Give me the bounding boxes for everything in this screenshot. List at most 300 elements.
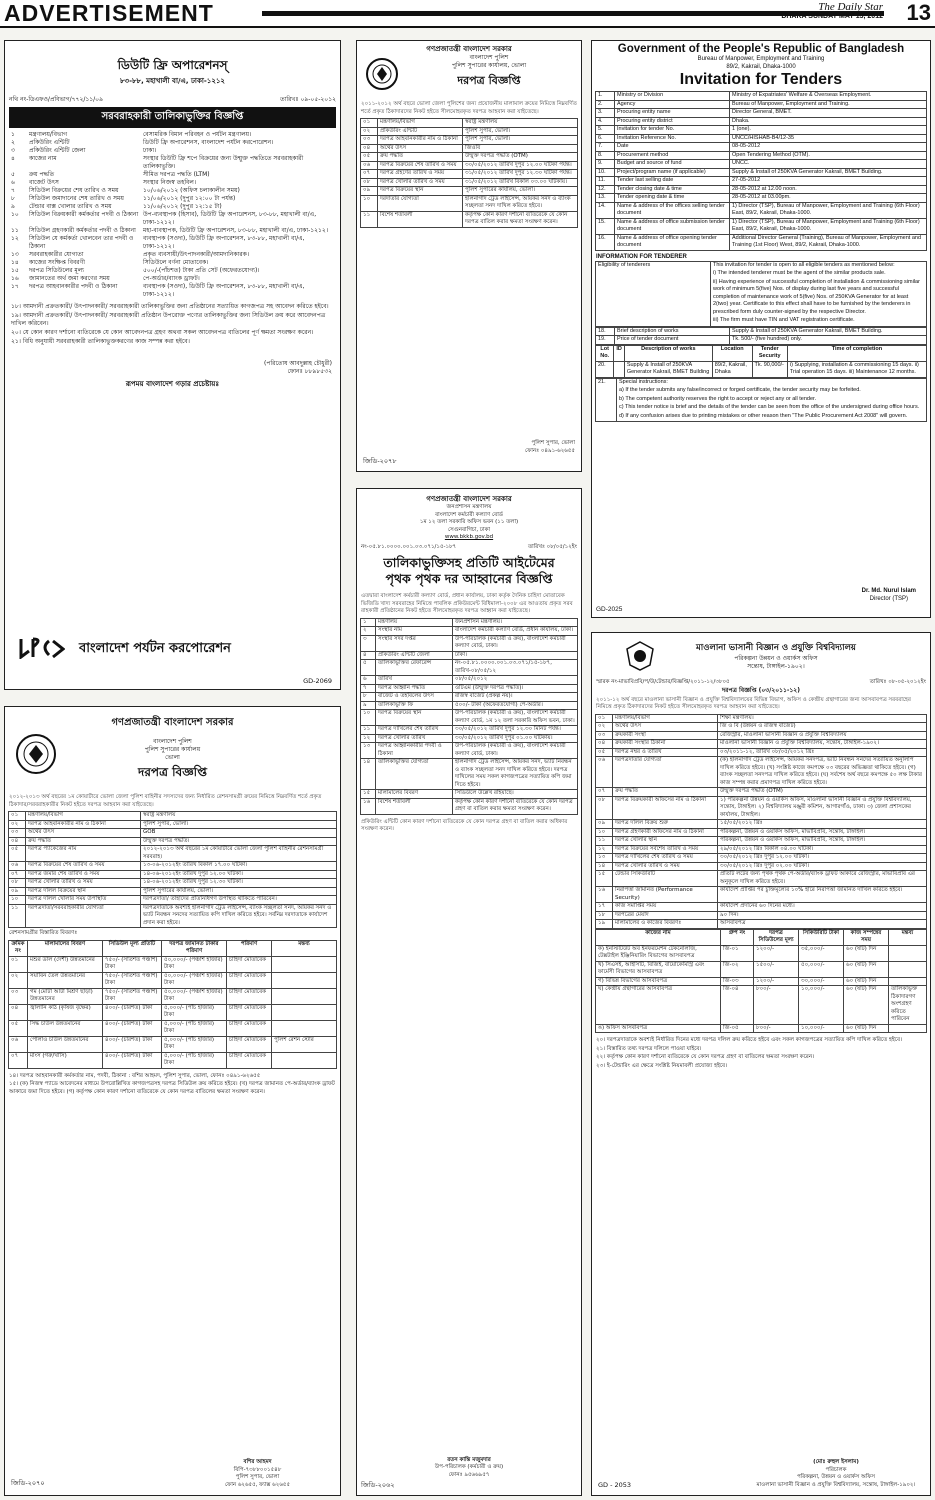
- row-number: ০৫: [9, 1020, 28, 1036]
- row-label: দরপত্র আহবানকারীর নাম ও ঠিকানা: [26, 820, 141, 829]
- row-value: পুলিশ সুপার, ভোলা।: [141, 820, 337, 829]
- table-row: [596, 327, 927, 336]
- dept-name: বাংলাদেশ পুলিশ: [153, 738, 192, 745]
- row-number: ০১: [9, 956, 28, 972]
- row-value: ৫,০০০/- (পাঁচ হাজার) টাকা: [162, 1004, 227, 1020]
- row-number: ৫: [11, 171, 15, 178]
- row-label: সিডিউল জমাদানের শেষ তারিখ ও সময়: [29, 195, 124, 202]
- list-title: রেশনসামগ্রীর বিস্তারিত বিবরণঃ: [9, 930, 78, 936]
- row-value: হালনাগাদ ট্রেড লাইসেন্স, আয়কর সনদ ও ব্যাংক সচ্ছলতা সনদ দাখিল করিতে হইবে।: [463, 195, 578, 211]
- table-row: [9, 870, 337, 879]
- ad-duty-free: [4, 40, 341, 690]
- row-number: ১৬: [361, 798, 376, 814]
- table-row: [9, 820, 337, 829]
- row-number: 14.: [596, 202, 615, 218]
- table-row: [596, 903, 927, 912]
- row-label: দরপত্র বিক্রয়ের শেষ তারিখ ও সময়: [26, 862, 141, 871]
- row-number: ১৪: [11, 259, 19, 266]
- table-row: [596, 151, 927, 160]
- row-value: দরপত্রদাতা/ তাহাদের প্রতিনিধিগণ উপস্থিত থাকিতে পারিবেন।: [141, 896, 337, 905]
- row-label: সিডিউল বিক্রয়কারী কর্মকর্তার পদবী ও ঠিকানা: [29, 211, 139, 218]
- table-row: [361, 635, 578, 651]
- row-value: 08-05-2012: [730, 143, 927, 152]
- row-number: 15.: [596, 218, 615, 234]
- row-number: 5.: [596, 126, 615, 135]
- row-label: তালিকাভুক্তি ফি: [376, 701, 453, 710]
- row-value: পুলিশ সুপার, ভোলা।: [463, 127, 578, 136]
- row-number: ০৯: [361, 187, 378, 196]
- row-label: দরপত্র খোলার তারিখ: [376, 734, 453, 743]
- row-value: ৫০০/- টাকা (অফেরতযোগ্য) পে-অর্ডার।: [453, 701, 578, 710]
- table-row: [596, 714, 927, 723]
- table-row: [361, 734, 578, 743]
- row-number: ০৩: [596, 731, 613, 740]
- table-row: [596, 92, 927, 101]
- row-value: সিডিউলে উল্লেখ রহিয়াছে।: [453, 790, 578, 799]
- row-number: ২: [11, 139, 15, 146]
- note-item: ১৫। (ক) নিজস্ব প্যাডে আবেদনের মাধ্যমে উপরোল্লিখিত কাগজপত্রসহ দরপত্র সিডিউল ক্রয় করিতে হইবে। (খ) দরপত্র জামানত পে-অর্ডার/ব্যাংক ড্রাফট আকারে জমা দিতে হইবে। (গ) কর্তৃপক্ষ কোন কারণ দর্শানো ব্যতিরেকে যে কোন দরপত্র বাতিলের ক্ষমতা সংরক্ষণ করেন।: [9, 1081, 335, 1095]
- row-value: উপ-পরিচালক (কর্মচারী ও ক্রয়), বাংলাদেশ কর্মচারী কল্যাণ বোর্ড, ঢাকা।: [453, 635, 578, 651]
- table-row: [596, 845, 927, 854]
- row-number: 18.: [596, 327, 615, 336]
- office-name: পুলিশ সুপারের কার্যালয়, ভোলা: [451, 62, 527, 69]
- row-number: ০৫: [596, 748, 613, 757]
- row-number: 10.: [596, 168, 615, 177]
- row-label: সিডিউল বিক্রয়ের শেষ তারিখ ও সময়: [29, 187, 119, 194]
- row-label: তালিকাভুক্তির রেফারেন্স: [376, 660, 453, 676]
- row-label: Name & address of office submission tender document: [615, 218, 730, 234]
- row-value: ০৮/০৫/২০১২: [453, 676, 578, 685]
- row-value: ১০,০০০/-: [799, 1024, 844, 1033]
- board-name: বাংলাদেশ কর্মচারী কল্যাণ বোর্ড: [435, 511, 503, 518]
- signature-block: [525, 440, 575, 455]
- table-row: [361, 144, 578, 153]
- table-row: [361, 136, 578, 145]
- row-number: ০৩: [9, 988, 28, 1004]
- table-row: [596, 748, 927, 757]
- ref-line: [9, 96, 336, 104]
- notice-table: [360, 618, 578, 815]
- row-label: Date: [615, 143, 730, 152]
- row-number: ১১: [11, 227, 19, 234]
- table-row: [9, 227, 338, 235]
- row-label: জি-০২: [721, 961, 754, 977]
- row-number: ১৫: [596, 871, 613, 887]
- row-label: দরপত্র আহবানকারীর পদবী ও ঠিকানা: [29, 283, 118, 290]
- table-row: [596, 920, 927, 929]
- row-label: সয়াবিন তৈল উন্নতমানের: [28, 972, 103, 988]
- row-number: ৪: [361, 651, 376, 660]
- signer-phone: ফোনঃ ৮৮৯৮৫৩২: [287, 368, 332, 375]
- table-row: [9, 131, 338, 139]
- row-value: ৬০ (ষাট) দিন: [844, 961, 889, 977]
- row-value: ৫,০০০/- (পাঁচ হাজার) টাকা: [162, 1036, 227, 1052]
- row-label: দরপত্র খোলার তারিখ ও সময়: [26, 879, 141, 888]
- table-row: [596, 757, 927, 788]
- row-value: ৩৫,০০০/-: [799, 945, 844, 961]
- table-row: [596, 117, 927, 126]
- row-value: 28-05-2012 at 03.00pm.: [730, 194, 927, 203]
- column-header: Tender Security: [752, 345, 787, 361]
- slogan: রূপময় বাংলাদেশ গড়ার প্রচেষ্টায়ঃ: [125, 380, 220, 388]
- row-number: ২: [361, 627, 376, 636]
- table-row: [596, 986, 927, 1025]
- row-value: পরিকল্পনা, উন্নয়ন ও ওয়ার্কস অফিস, মাভাবিপ্রবি, সন্তোষ, টাঙ্গাইল।: [718, 837, 927, 846]
- row-value: নং-০৫.৮১.০০০০.০০১.০৩.০৭১/১৫-১৮৭, তারিখ-০৮/০৫/১২: [453, 660, 578, 676]
- table-row: [361, 759, 578, 790]
- eligibility-item: iii) The firm must have TIN and VAT registration certificate.: [713, 317, 855, 323]
- row-value: তালিকাভুক্ত ঠিকাদারগণ অংশগ্রহণ করিতে পারিবেন: [889, 986, 927, 1025]
- row-number: ০৫: [9, 846, 26, 862]
- row-number: ১৯: [596, 920, 613, 929]
- ad-police-tender-bottom: [4, 706, 341, 1496]
- row-value: Supply & Install of 250KVA Generator Kakrail, BMET Building.: [730, 168, 927, 177]
- row-label: কাজ সমাপ্তির সময়: [613, 903, 718, 912]
- ad-police-tender-top: [356, 40, 582, 472]
- table-row: [596, 796, 927, 820]
- row-label: সিডিউল যে কর্মকর্তা খোলবেন তার পদবী ও ঠিকানা: [29, 235, 134, 250]
- eligibility-table: [595, 261, 927, 327]
- row-value: পুলিশ সুপার, ভোলা।: [463, 136, 578, 145]
- notice-table: [595, 714, 927, 929]
- table-row: [596, 168, 927, 177]
- row-label: মন্ত্রণালয়/বিভাগ: [29, 131, 68, 138]
- headline-line-1: তালিকাভুক্তিসহ প্রতিটি আইটেমের: [383, 555, 555, 570]
- table-row: [9, 171, 338, 179]
- row-number: ৩: [11, 147, 15, 154]
- row-number: ০৪: [361, 144, 378, 153]
- row-label: Name & address of office opening tender document: [615, 234, 730, 250]
- row-number: ৩: [361, 635, 376, 651]
- police-emblem: [15, 733, 57, 775]
- table-row: [596, 194, 927, 203]
- table-row: [9, 837, 337, 846]
- table-row: [596, 828, 927, 837]
- table-row: [596, 234, 927, 250]
- row-label: গম (মোটা আটা মিশ্রণ ছাড়া) উন্নতমানের: [28, 988, 103, 1004]
- board-city: সেগুনবাগিচা, ঢাকা: [447, 526, 491, 533]
- row-number: ০৬: [596, 757, 613, 788]
- ref-number: নং-০৫.৮১.০০০০.০০১.০৩.০৭১/১৫-১৮৭: [361, 543, 457, 550]
- row-value: ৮০০/-: [754, 1024, 799, 1033]
- row-label: কাজের সংক্ষিপ্ত বিবরণী: [29, 259, 85, 266]
- row-value: [272, 956, 337, 972]
- row-number: ০১: [361, 119, 378, 128]
- row-number: ৯: [361, 701, 376, 710]
- ministry-name: জনপ্রশাসন মন্ত্রণালয়: [446, 504, 492, 510]
- row-value: ১৪-০৬-২০১২ইং তারিখ দুপুর ১২.৩০ ঘটিকা।: [141, 879, 337, 888]
- row-number: 19.: [596, 336, 615, 345]
- bureau-address: 89/2, Kakrail, Dhaka-1000: [726, 64, 796, 70]
- row-value: ডিউটি ফ্রি অপারেশনস, বাংলাদেশ পর্যটন করপোরেশন।: [143, 139, 274, 146]
- lot-cell: 20.: [596, 361, 614, 377]
- row-value: উপ-ব্যবস্থাপক (হিসাব), ডিউটি ফ্রি অপারেশনস, ৮৩-৮৮, মহাখালী বা/এ, ঢাকা-১২১২।: [143, 211, 317, 226]
- row-value: ১১/০৬/২০১২ (দুপুর ১২:১৫ টা): [143, 203, 222, 210]
- row-label: মালামালের ও কাজের বিবরণঃ: [613, 920, 718, 929]
- row-label: মন্ত্রণালয়/বিভাগ: [613, 714, 718, 723]
- row-value: কর্তৃপক্ষ কোন কারণ দর্শানো ব্যতিরেকে যে কোন দরপত্র গ্রহণ বা বাতিল করার ক্ষমতা সংরক্ষণ করেন।: [453, 798, 578, 814]
- table-row: [9, 235, 338, 251]
- row-value: [889, 945, 927, 961]
- row-label: জ্বালানি কাঠ (কৃষিজ বৃক্ষের): [28, 1004, 103, 1020]
- row-number: ৭: [11, 187, 15, 194]
- row-number: ঘ) কেন্দ্রীয় গ্রন্থাগারের আসবাবপত্র: [596, 986, 721, 1025]
- eligibility-item: This invitation for tender is open to all eligible tenders as mentioned below:: [713, 261, 895, 268]
- row-label: দরপত্র নম্বর ও তারিখ: [613, 748, 718, 757]
- table-row: [9, 988, 337, 1004]
- row-number: 6.: [596, 134, 615, 143]
- row-label: দরপত্র বিক্রয়ের শেষ তারিখ ও সময়: [378, 161, 463, 170]
- row-label: Tender closing date & time: [615, 185, 730, 194]
- newspaper-name: The Daily Star: [818, 1, 883, 13]
- row-number: ৬: [11, 179, 15, 186]
- table-row: [361, 211, 578, 227]
- table-row: [596, 109, 927, 118]
- row-value: ৪০০/- (চারশত) টাকা: [103, 1036, 162, 1052]
- row-number: ১২: [596, 845, 613, 854]
- table-row: [596, 961, 927, 977]
- table-row: [361, 798, 578, 814]
- university-city: সন্তোষ, টাঙ্গাইল-১৯০২।: [747, 663, 805, 670]
- row-label: মাংস (গরু/খাসি): [28, 1052, 103, 1068]
- lot-table: [595, 929, 927, 1034]
- note-item: ১৪। দরপত্র আহবানকারী কর্মকর্তার নাম, পদবী, ঠিকানা : বশির আহমদ, পুলিশ সুপার, ভোলা, ফোনঃ ০৪৯১-৬২৬৫৫: [9, 1072, 261, 1079]
- row-label: সিডিউল গ্রহণকারী কর্মকর্তার পদবী ও ঠিকানা: [29, 227, 136, 234]
- row-value: ৭৫০/- (সাতশত পঞ্চাশ) টাকা: [103, 988, 162, 1004]
- row-number: 2.: [596, 100, 615, 109]
- row-label: প্রকিউরিং এন্টিটি জেলা: [376, 651, 453, 660]
- row-value: ২০১২-২০১৩ অর্থ বছরের ১ম কোয়ার্টারে ভোলা জেলা পুলিশ বাহিনীর রেশনসামগ্রী সরবরাহ।: [141, 846, 337, 862]
- eligibility-item: i) The intended tenderer must be the agent of the similar products sale.: [713, 270, 886, 276]
- row-value: পুলিশ সুপারের কার্যালয়, ভোলা।: [463, 187, 578, 196]
- masthead: [0, 0, 935, 28]
- notice-notes: [9, 1073, 336, 1097]
- row-value: উপ-পরিচালক (কর্মচারী ও ক্রয়), বাংলাদেশ কর্মচারী কল্যাণ বোর্ড, ঢাকা।: [453, 743, 578, 759]
- row-label: দরপত্র দাখিলের শেষ তারিখ ও সময়: [613, 854, 718, 863]
- row-number: ১৫: [361, 790, 376, 799]
- special-instructions: [617, 378, 927, 422]
- gov-name: গণপ্রজাতন্ত্রী বাংলাদেশ সরকার: [426, 45, 512, 53]
- row-number: ০৬: [361, 161, 378, 170]
- signature-block: [175, 1459, 340, 1489]
- row-label: জি-০৩: [721, 977, 754, 986]
- row-number: ৭: [361, 684, 376, 693]
- row-label: দরপত্র বিক্রয়ের স্থান: [376, 710, 453, 726]
- row-value: দরপত্রদাতাকে অবশ্যই হালনাগাদ ট্রেড লাইসেন্স, ব্যাংক সচ্ছলতা সনদ, আয়কর সনদ ও ভ্যাট নিবন্ধন সনদের সত্যায়িত কপি দাখিল করিতে হইবে। সর্বনিম্ন দরদাতাকে কার্যাদেশ প্রদান করা হইবে।: [141, 904, 337, 928]
- row-value: প্রতিটি লটের জন্য পৃথক পৃথক পে-অর্ডার/ব্যাংক ড্রাফট আকারে রেজিস্ট্রার, মাভাবিপ্রবি এর অনুকূলে দাখিল করিতে হইবে।: [718, 871, 927, 887]
- column-header: পরিমাণ: [227, 940, 272, 956]
- row-value: হালনাগাদ ট্রেড লাইসেন্স, আয়কর সনদ, ভ্যাট নিবন্ধন ও ব্যাংক সচ্ছলতা সনদ দাখিল করিতে হইবে। দরপত্র দাখিলের সময় সকল কাগজপত্রের সত্যায়িত কপি জমা দিতে হইবে।: [453, 759, 578, 790]
- row-number: ১৩: [361, 743, 376, 759]
- row-value: ৫,০০০/- (পাঁচ হাজার) টাকা: [162, 1052, 227, 1068]
- notice-title: দরপত্র বিজ্ঞপ্তি (০৩/২০১১-১২): [722, 686, 800, 694]
- row-value: সংস্থার নিজস্ব তহবিল।: [143, 179, 197, 186]
- row-number: ৫: [361, 660, 376, 676]
- table-row: [596, 945, 927, 961]
- row-number: ০৭: [9, 870, 26, 879]
- row-label: দরপত্র দাখিলের শেষ তারিখ: [376, 726, 453, 735]
- row-value: ১৫/০৫/২০১২ খ্রিঃ: [718, 820, 927, 829]
- conditions-number: 21.: [596, 378, 617, 422]
- row-label: দরপত্র গ্রহণের তারিখ ও সময়: [378, 170, 463, 179]
- table-row: [9, 887, 337, 896]
- lot-table: [595, 345, 927, 378]
- row-value: চাহিদা মোতাবেক: [227, 956, 272, 972]
- row-number: ১৮: [596, 911, 613, 920]
- column-header: ID: [614, 345, 625, 361]
- row-label: ক্রয় পদ্ধতি: [29, 171, 55, 178]
- signer-designation: পরিচালক: [825, 1466, 847, 1473]
- table-row: [361, 676, 578, 685]
- row-value: রেজিস্ট্রার, মাওলানা ভাসানী বিজ্ঞান ও প্রযুক্তি বিশ্ববিদ্যালয়: [718, 731, 927, 740]
- note-item: ২০। যে কোন কারণ দর্শানো ব্যতিরেকে যে কোন আবেদনপত্র গ্রহণ অথবা সকল আবেদনপত্র বাতিলের পূর্ণ ক্ষমতা সংরক্ষণ করেন।: [11, 329, 314, 336]
- row-number: 8.: [596, 151, 615, 160]
- table-row: [596, 134, 927, 143]
- eligibility-text: [711, 261, 927, 326]
- instruction-item: Special instructions:: [619, 378, 668, 385]
- row-value: ৩০,০০০/-: [799, 977, 844, 986]
- table-row: [361, 119, 578, 128]
- board-address: ১ম ১২ তলা সরকারি অফিস ভবন (১১ তলা): [419, 519, 519, 525]
- note-item: ২০। দরপত্রদাতাকে অবশ্যই নির্ধারিত দিনের মধ্যে দরপত্র দলিল ক্রয় করিতে হইবে এবং সকল কাগজপত্রের সত্যায়িত কপি দাখিল করিতে হইবে।: [596, 1037, 903, 1043]
- lot-cell: Tk. 90,000/-: [752, 361, 787, 377]
- notice-title: দরপত্র বিজ্ঞপ্তি: [138, 765, 207, 779]
- row-number: ০৯: [9, 887, 26, 896]
- table-row: [596, 887, 927, 903]
- row-label: Tender last selling date: [615, 177, 730, 186]
- column-header: কাজ সম্পন্নের সময়: [844, 929, 889, 945]
- conditions-table: [595, 378, 927, 423]
- column-header: গ্রুপ নং: [721, 929, 754, 945]
- table-row: [9, 275, 338, 283]
- lot-cell: i) Supplying, installation & commissioning 15 days. ii) Trial operation 15 days. iii) Maintenance 12 months.: [787, 361, 926, 377]
- gd-number: জিডি-২০৭৮: [363, 457, 397, 465]
- row-label: ক্রয় পদ্ধতি: [613, 788, 718, 797]
- table-row: [9, 187, 338, 195]
- row-label: দরপত্র খোলার তারিখ ও সময়: [613, 862, 718, 871]
- ref-date: তারিখঃ ০৮/০৫/১২ইং: [528, 543, 577, 550]
- ad-address: ৮৩-৮৮, মহাখালী বা/এ, ঢাকা-১২১২: [120, 77, 225, 85]
- note-item: ২১। বিস্তারিত তথ্য দরপত্র দলিলে পাওয়া যাইবে।: [596, 1045, 702, 1052]
- row-number: ০৪: [596, 740, 613, 749]
- row-value: 1) Director (TSP), Bureau of Manpower, Employment and Training (6th Floor) East, 89/2, Kakrail, Dhaka-1000.: [730, 218, 927, 234]
- row-number: ৬: [361, 676, 376, 685]
- notice-banner: সরবরাহকারী তালিকাভুক্তির বিজ্ঞপ্তি: [9, 107, 336, 128]
- column-header: মন্তব্য: [889, 929, 927, 945]
- row-value: আসবাবপত্র: [718, 920, 927, 929]
- row-label: দরপত্র সিডিউলের মূল্য: [29, 267, 84, 274]
- eligibility-item: ii) Having experience of successful completion of installation & commissioning similar work of minimum 5(five) Nos. of display during last five years and successful completion of maintenance work of 5(five) Nos. of 250KVA Generator for at least 2(two) year. Certificate to this effect shall have to be furnished by the tenderers in prescribed form duly counter-signed by the respective Director.: [713, 278, 920, 315]
- row-number: ০৬: [9, 1036, 28, 1052]
- signature-block: [13, 352, 332, 376]
- row-value: UNCC/HISHAB-B4/12-35: [730, 134, 927, 143]
- row-number: 16.: [596, 234, 615, 250]
- row-value: স্বরাষ্ট্র মন্ত্রণালয়: [463, 119, 578, 128]
- row-value: ৬০ (ষাট) দিন: [844, 977, 889, 986]
- table-row: [9, 812, 337, 821]
- row-label: মন্ত্রণালয়/বিভাগ: [26, 812, 141, 821]
- tender-table: [595, 91, 927, 251]
- table-row: [361, 726, 578, 735]
- row-number: গ) বিভিন্ন বিভাগের আসবাবপত্র: [596, 977, 721, 986]
- row-value: প্রকৃত ব্যবসায়ী/উৎপাদনকারী/আমদানিকারক।: [143, 251, 249, 258]
- table-row: [596, 177, 927, 186]
- instruction-item: c) This tender notice is brief and the details of the tender can be seen from the office of the undersigned during office hours.: [619, 404, 920, 410]
- ad-welfare-board: [356, 488, 582, 1496]
- row-number: ১০: [11, 211, 19, 218]
- row-number: ০৮: [596, 796, 613, 820]
- row-label: টেন্ডার বাক্স খোলার তারিখ ও সময়: [29, 203, 112, 210]
- row-label: Project/program name (if applicable): [615, 168, 730, 177]
- row-label: Procuring entity district: [615, 117, 730, 126]
- row-number: 12.: [596, 185, 615, 194]
- table-row: [361, 701, 578, 710]
- row-value: Supply & Install of 250KVA Generator Kakrail, BMET Building.: [730, 327, 927, 336]
- ref-date: তারিখঃ ০৯-০৫-২০১২: [280, 96, 336, 103]
- row-number: ১১: [9, 904, 26, 928]
- signer-office: পরিকল্পনা, উন্নয়ন ও ওয়ার্কস অফিস: [796, 1474, 876, 1480]
- signer-name: (মোঃ রুহুল ইসলাম): [813, 1459, 859, 1465]
- signer-contact: ফোন ৬২৬৫৫, ফ্যাক্স ৬২৬৫৫: [224, 1481, 291, 1488]
- row-value: ৬০ (ষাট) দিন: [844, 1024, 889, 1033]
- row-value: ১৫০০/-: [754, 961, 799, 977]
- row-number: ১২: [11, 235, 19, 242]
- table-row: [9, 267, 338, 275]
- table-row: [361, 187, 578, 196]
- row-label: দরপত্র খোলার তারিখ ও সময়: [378, 178, 463, 187]
- row-label: তারিখ: [376, 676, 453, 685]
- row-value: [889, 977, 927, 986]
- gd-number: জিডি-২০৭০: [11, 1479, 45, 1487]
- row-value: ৩১/০৫/২০১২ তারিখ বিকাল ০৩.০০ ঘটিকায়।: [463, 178, 578, 187]
- row-label: মালামালের বিবরণ: [376, 790, 453, 799]
- row-value: রাজস্ব বাজেট (প্রকল্প নয়)।: [453, 693, 578, 702]
- instruction-item: d) If any confusion arises due to printing mistakes or other reason then "The Public Procurement Act 2008" will govern.: [619, 412, 908, 419]
- row-number: ০৭: [361, 170, 378, 179]
- note-item: ২২। কর্তৃপক্ষ কোন কারণ দর্শানো ব্যতিরেকে যে কোন দরপত্র গ্রহণ বা বাতিলের ক্ষমতা সংরক্ষণ করেন।: [596, 1054, 815, 1060]
- row-number: ১১: [596, 837, 613, 846]
- website-link[interactable]: www.bkkb.gov.bd: [444, 534, 494, 540]
- row-label: অর্থের উৎস: [26, 829, 141, 838]
- table-row: [596, 820, 927, 829]
- signer-name: (পরিতোষ আবদুল্লাহ চৌধুরী): [264, 360, 332, 367]
- row-value: ১২০০/-: [754, 945, 799, 961]
- table-row: [9, 1052, 337, 1068]
- row-label: Budget and source of fund: [615, 160, 730, 169]
- row-value: [272, 972, 337, 988]
- table-row: [9, 1036, 337, 1052]
- table-row: [361, 743, 578, 759]
- column-header: Lot No.: [596, 345, 614, 361]
- row-label: দরপত্র বিক্রয়ের সর্বশেষ তারিখ ও সময়: [613, 845, 718, 854]
- page-number: 13: [906, 0, 931, 25]
- row-value: ১১/০৬/২০১২ (দুপুর ১২:০০ টা পর্যন্ত): [143, 195, 236, 202]
- row-label: মন্ত্রণালয়/বিভাগ: [378, 119, 463, 128]
- table-row: [361, 178, 578, 187]
- row-number: ১৬: [596, 887, 613, 903]
- row-number: ১৩: [596, 854, 613, 863]
- table-row: [9, 1020, 337, 1036]
- row-value: পে-অর্ডার/ব্যাংক ড্রাফট।: [143, 275, 200, 282]
- row-value: ৮০০/-: [754, 986, 799, 1025]
- table-row: [9, 155, 338, 171]
- row-number: ১১: [361, 726, 376, 735]
- row-value: [272, 1020, 337, 1036]
- row-number: ১০: [361, 710, 376, 726]
- row-number: ০৪: [9, 837, 26, 846]
- signer-name: Dr. Md. Nurul Islam: [861, 588, 916, 594]
- row-number: ১৭: [596, 903, 613, 912]
